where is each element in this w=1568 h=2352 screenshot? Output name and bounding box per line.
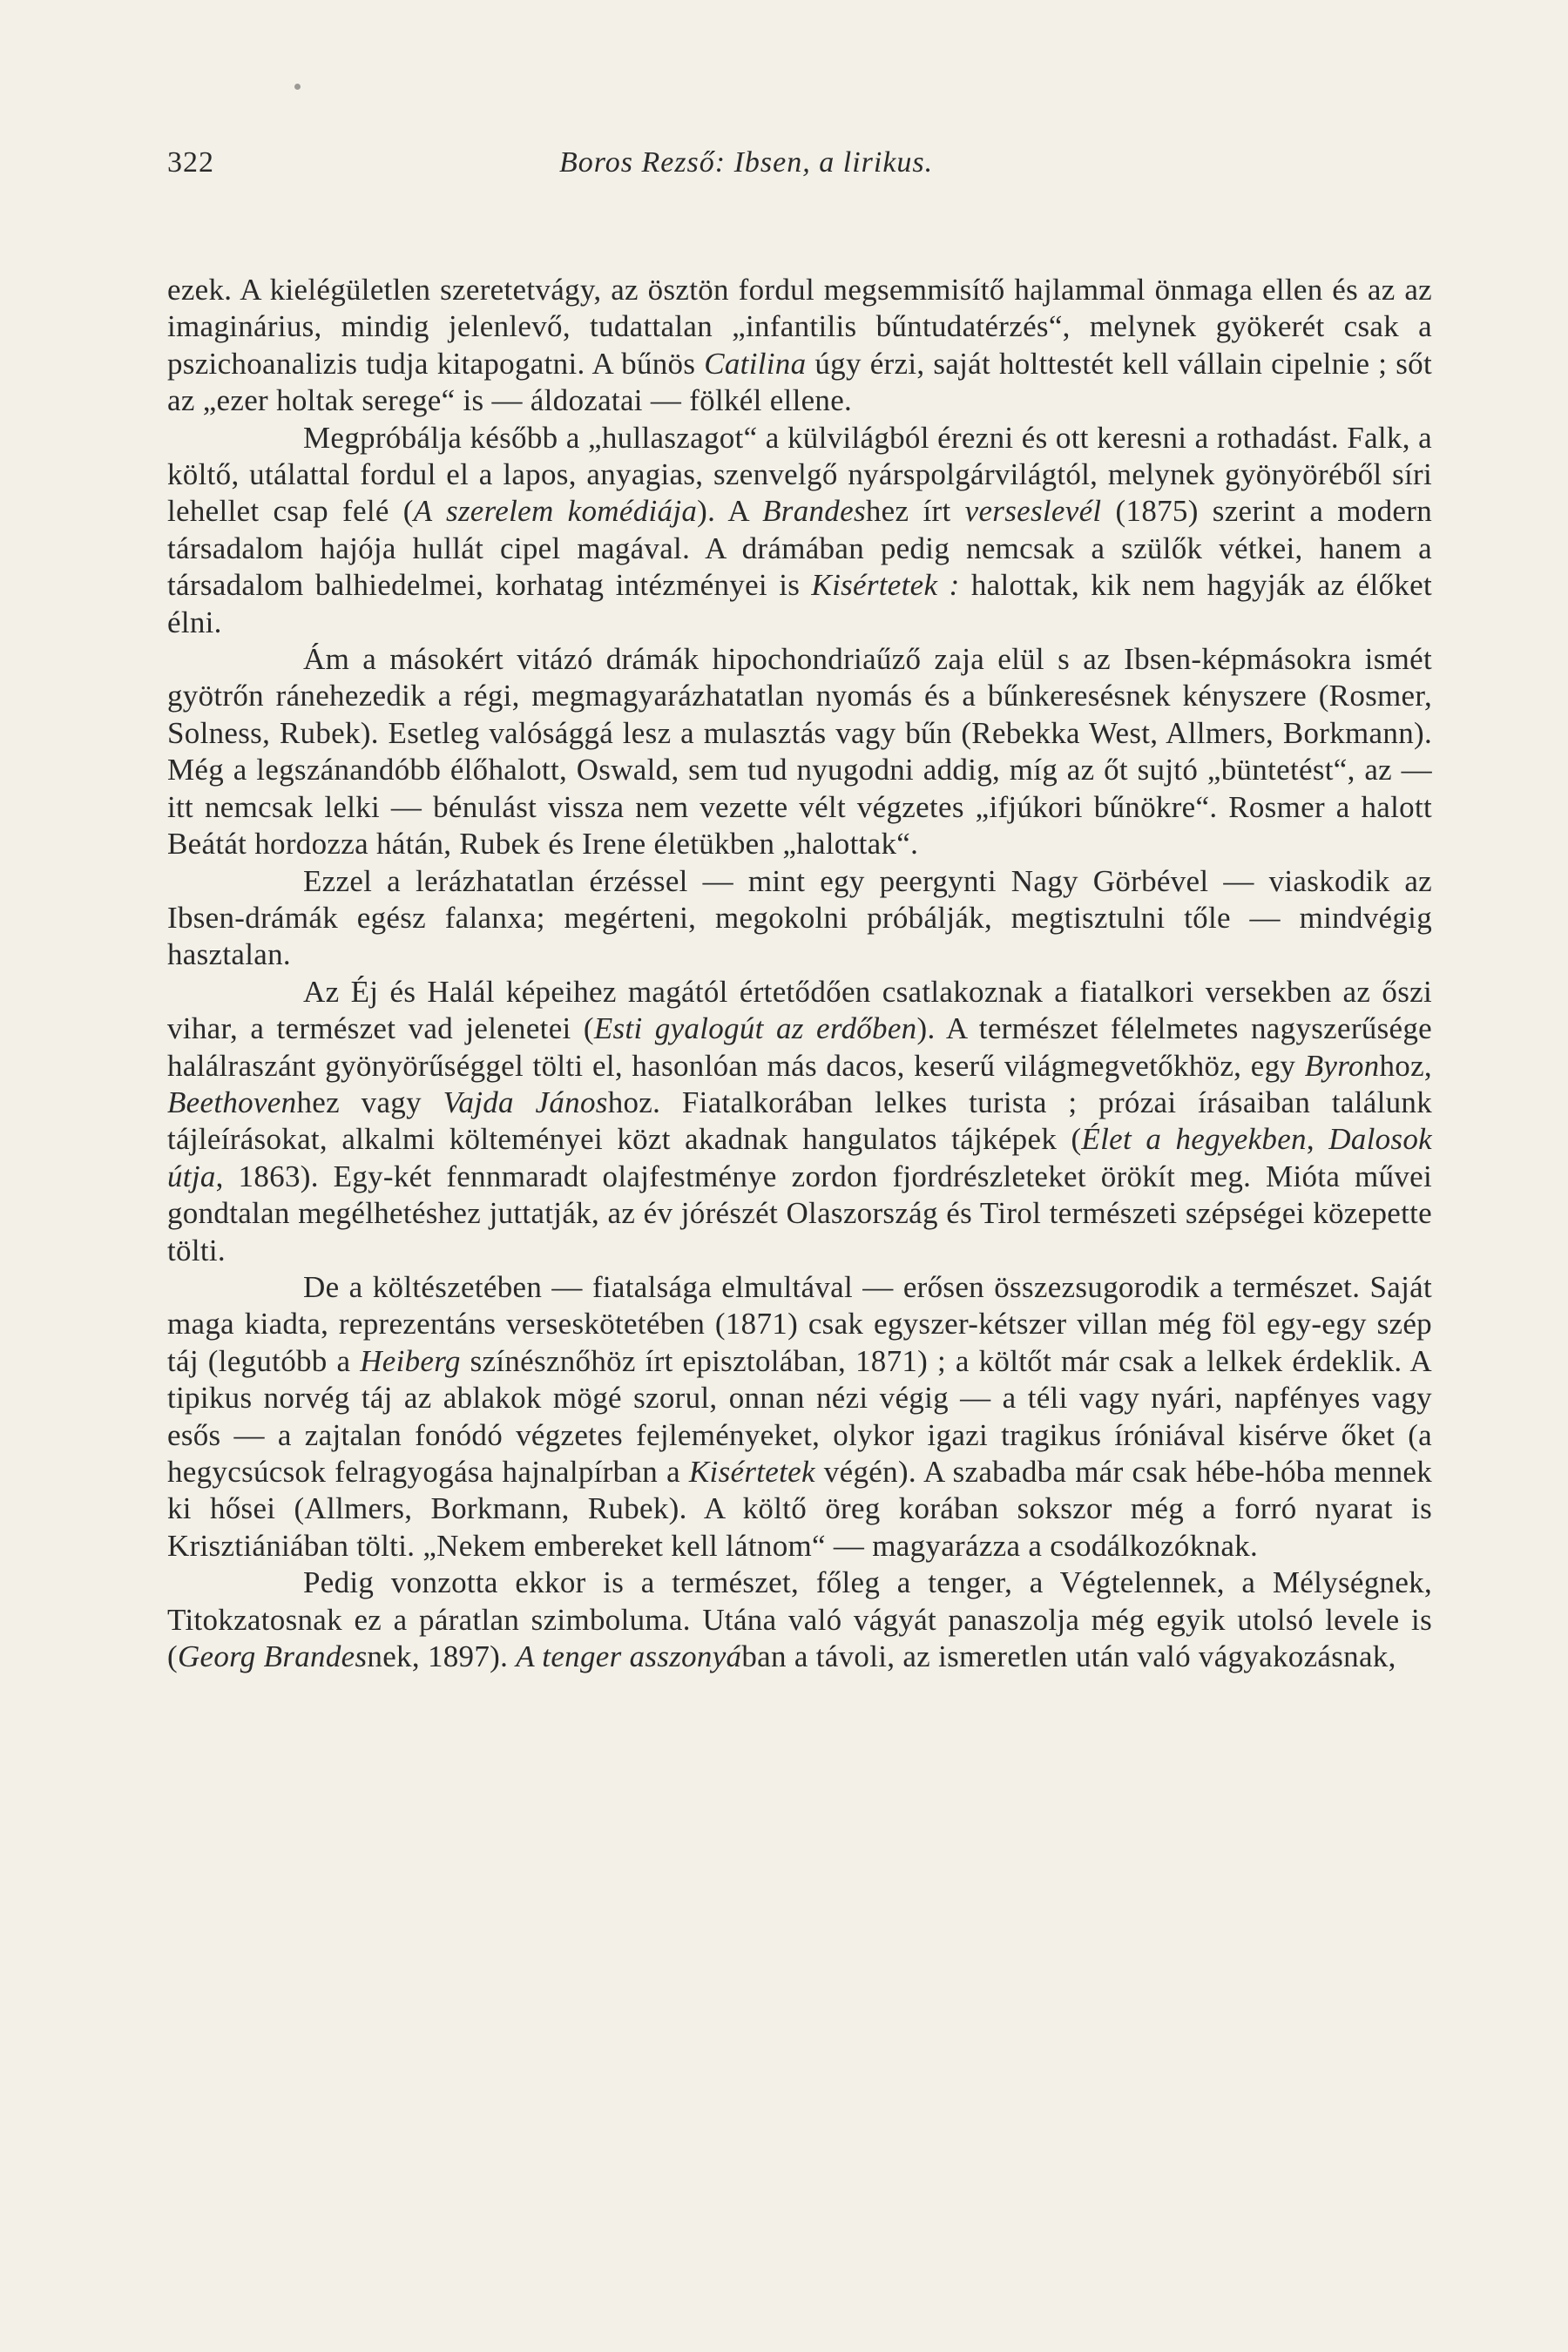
running-head: Boros Rezső: Ibsen, a lirikus. <box>559 146 934 179</box>
page-header <box>167 146 1425 192</box>
italic-text: Beethoven <box>167 1085 297 1119</box>
text-run: , <box>1306 1122 1329 1157</box>
italic-text: Byron <box>1304 1048 1380 1083</box>
text-run: hoz, <box>1379 1048 1432 1083</box>
text-run: De a költészetében — fiatalsága elmultával — erősen összezsugorodik a természet. Saját maga kiadta, reprezentáns verseskötetében (1871) csak egyszer-kétszer villan még föl egy-egy szép táj (legutóbb a <box>167 1269 1432 1378</box>
text-run: nek, 1897). <box>367 1639 517 1674</box>
text-run: halottak, kik nem hagyják az élőket élni. <box>167 568 1432 639</box>
italic-text: Heiberg <box>360 1343 461 1378</box>
text-run: Pedig vonzotta ekkor is a természet, főleg a tenger, a Végtelennek, a Mélységnek, Titokzatosnak ez a páratlan szimboluma. Utána való vágyát panaszolja még egyik utolsó levele is ( <box>167 1565 1432 1674</box>
text-run: hez vagy <box>296 1085 443 1119</box>
text-run: (1875) szerint a modern társadalom hajója hullát cipel magával. A drámában pedig nemcsak a szülők vétkei, hanem a társadalom balhiedelmei, korhatag intézményei is <box>167 494 1432 603</box>
text-run: végén). A szabadba már csak hébe-hóba mennek ki hősei (Allmers, Borkmann, Rubek). A költő öreg korában sokszor még a forró nyarat is Krisztiániában tölti. „Nekem embereket kell látnom“ — magyarázza a csodálkozóknak. <box>167 1455 1432 1563</box>
italic-text: A szerelem komédiája <box>413 494 698 529</box>
italic-text: A tenger asszonyá <box>516 1639 742 1674</box>
paragraph <box>167 641 1432 862</box>
page-number: 322 <box>167 146 214 179</box>
text-run: hez írt <box>865 494 965 529</box>
paragraph <box>167 272 1432 420</box>
text-run: ban a távoli, az ismeretlen után való vágyakozásnak, <box>741 1639 1396 1674</box>
text-run: Megpróbálja később a „hullaszagot“ a külvilágból érezni és ott keresni a rothadást. Falk, a költő, utálattal fordul el a lapos, anyagias, szenvelgő nyárspolgárvilágtól, melynek gyönyöréből síri lehellet csap felé ( <box>167 420 1432 529</box>
italic-text: Kisértetek <box>688 1455 815 1489</box>
italic-text: Esti gyalogút az erdőben <box>593 1011 917 1046</box>
text-run: ezek. A kielégületlen szeretetvágy, az ösztön fordul megsemmisítő hajlammal önmaga ellen és az az imaginárius, mindig jelenlevő, tudattalan „infantilis bűntudatérzés“, melynek gyökerét csak a pszichoanalizis tudja kitapogatni. A bűnös <box>167 273 1432 381</box>
text-run: Az Éj és Halál képeihez magától értetődően csatlakoznak a fiatalkori versekben az őszi vihar, a természet vad jelenetei ( <box>167 974 1432 1046</box>
paragraph <box>167 1269 1432 1565</box>
paragraph <box>167 1565 1432 1675</box>
text-run: , 1863). Egy-két fennmaradt olajfestménye zordon fjordrészleteket örökít meg. Mióta művei gondtalan megélhetéshez juttatják, az év jórészét Olaszország és Tirol természeti szépségei közepette tölti. <box>167 1159 1432 1267</box>
italic-text: Brandes <box>762 494 866 529</box>
text-run: ). A természet félelmetes nagyszerűsége halálraszánt gyönyörűséggel tölti el, hasonlóan más dacos, keserű világmegvetőkhöz, egy <box>167 1011 1432 1083</box>
text-run: úgy érzi, saját holttestét kell vállain cipelnie ; sőt az „ezer holtak serege“ is — áldozatai — fölkél ellene. <box>167 346 1433 418</box>
paragraph <box>167 974 1432 1269</box>
ink-speck <box>294 84 301 90</box>
text-run: színésznőhöz írt episztolában, 1871) ; a költőt már csak a lelkek érdeklik. A tipikus norvég táj az ablakok mögé szorul, onnan nézi végig — a téli vagy nyári, napfényes vagy esős — a zajtalan fonódó végzetes fejleményeket, olykor igazi tragikus íróniával kisérve őket (a hegycsúcsok felragyogása hajnalpírban a <box>167 1343 1432 1489</box>
italic-text: Kisértetek : <box>811 568 960 603</box>
text-run: hoz. Fiatalkorában lelkes turista ; prózai írásaiban találunk tájleírásokat, alkalmi költeményei közt akadnak hangulatos tájképek ( <box>167 1085 1432 1157</box>
text-run: Ám a másokért vitázó drámák hipochondriaűző zaja elül s az Ibsen-képmásokra ismét gyötrőn ránehezedik a régi, megmagyarázhatatlan nyomás és a bűnkeresésnek kényszere (Rosmer, Solness, Rubek). Esetleg valósággá lesz a mulasztás vagy bűn (Rebekka West, Allmers, Borkmann). Még a legszánandóbb élőhalott, Oswald, sem tud nyugodni addig, míg az őt sujtó „büntetést“, az — itt nemcsak lelki — bénulást vissza nem vezette vélt végzetes „ifjúkori bűnökre“. Rosmer a halott Beátát hordozza hátán, Rubek és Irene életükben „halottak“. <box>167 642 1432 862</box>
italic-text: Élet a hegyekben <box>1081 1122 1307 1157</box>
italic-text: Georg Brandes <box>177 1639 368 1674</box>
paragraph <box>167 863 1432 974</box>
italic-text: verseslevél <box>964 494 1102 529</box>
italic-text: Dalosok útja <box>167 1122 1432 1193</box>
body-text <box>167 272 1432 1675</box>
text-run: Ezzel a lerázhatatlan érzéssel — mint egy peergynti Nagy Görbével — viaskodik az Ibsen-drámák egész falanxa; megérteni, megokolni próbálják, megtisztulni tőle — mindvégig hasztalan. <box>167 863 1432 972</box>
italic-text: Vajda János <box>443 1085 608 1119</box>
paragraph <box>167 420 1432 641</box>
italic-text: Catilina <box>704 346 807 381</box>
text-run: ). A <box>697 494 763 529</box>
